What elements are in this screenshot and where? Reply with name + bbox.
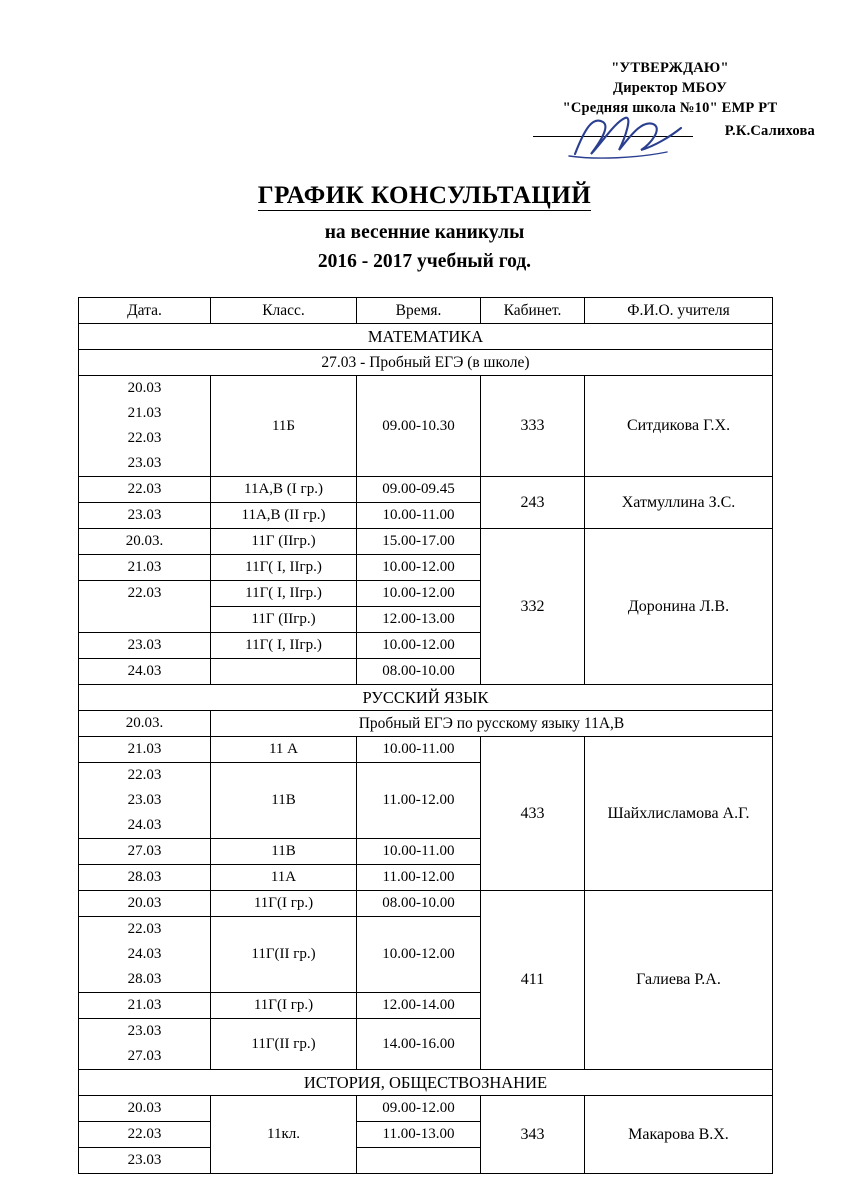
cell-time: 12.00-13.00 xyxy=(357,607,481,633)
approval-line-1: "УТВЕРЖДАЮ" xyxy=(611,60,729,76)
cell-class: 11Б xyxy=(211,376,357,477)
page-title-text: ГРАФИК КОНСУЛЬТАЦИЙ xyxy=(257,182,592,209)
cell-teacher: Макарова В.Х. xyxy=(585,1096,773,1174)
cell-room: 433 xyxy=(481,737,585,891)
approval-signatory: Р.К.Салихова xyxy=(724,123,815,139)
approval-line-2: Директор МБОУ xyxy=(613,80,727,96)
section-title-history: ИСТОРИЯ, ОБЩЕСТВОЗНАНИЕ xyxy=(79,1070,773,1096)
section-row xyxy=(79,324,773,350)
cell-time: 08.00-10.00 xyxy=(357,659,481,685)
cell-room: 343 xyxy=(481,1096,585,1174)
table-header-row xyxy=(79,298,773,324)
table-row xyxy=(79,891,773,917)
cell-date: 22.03 xyxy=(79,917,211,943)
cell-date: 22.03 xyxy=(79,581,211,607)
cell-time: 11.00-12.00 xyxy=(357,865,481,891)
schedule-table-wrapper xyxy=(78,297,772,1174)
cell-time: 14.00-16.00 xyxy=(357,1019,481,1070)
cell-date: 23.03 xyxy=(79,633,211,659)
cell-class: 11Г(II гр.) xyxy=(211,1019,357,1070)
cell-time: 09.00-10.30 xyxy=(357,376,481,477)
cell-date: 22.03 xyxy=(79,1122,211,1148)
cell-date: 21.03 xyxy=(79,993,211,1019)
cell-class: 11Г(II гр.) xyxy=(211,917,357,993)
cell-room: 411 xyxy=(481,891,585,1070)
cell-time: 08.00-10.00 xyxy=(357,891,481,917)
cell-date: 27.03 xyxy=(79,839,211,865)
table-row xyxy=(79,529,773,555)
cell-time: 11.00-12.00 xyxy=(357,763,481,839)
cell-date: 21.03 xyxy=(79,401,211,426)
subsection-russian-ege: Пробный ЕГЭ по русскому языку 11А,В xyxy=(211,711,773,737)
cell-time: 09.00-12.00 xyxy=(357,1096,481,1122)
cell-date: 23.03 xyxy=(79,451,211,477)
cell-class: 11Г( I, IIгр.) xyxy=(211,581,357,607)
cell-date: 23.03 xyxy=(79,1148,211,1174)
cell-date: 20.03 xyxy=(79,891,211,917)
table-row xyxy=(79,376,773,402)
cell-date: 28.03 xyxy=(79,865,211,891)
cell-date: 24.03 xyxy=(79,659,211,685)
approval-block xyxy=(525,58,815,144)
page-title xyxy=(0,182,849,210)
column-header-class: Класс. xyxy=(211,298,357,324)
cell-time: 15.00-17.00 xyxy=(357,529,481,555)
table-row xyxy=(79,711,773,737)
cell-date: 20.03. xyxy=(79,529,211,555)
cell-class: 11А,В (II гр.) xyxy=(211,503,357,529)
subsection-math-ege: 27.03 - Пробный ЕГЭ (в школе) xyxy=(79,350,773,376)
column-header-room: Кабинет. xyxy=(481,298,585,324)
cell-room: 332 xyxy=(481,529,585,685)
signature-rule xyxy=(533,136,693,137)
cell-class: 11кл. xyxy=(211,1096,357,1174)
cell-class xyxy=(211,659,357,685)
table-row xyxy=(79,737,773,763)
section-title-russian: РУССКИЙ ЯЗЫК xyxy=(79,685,773,711)
cell-date: 23.03 xyxy=(79,1019,211,1045)
cell-time: 10.00-11.00 xyxy=(357,503,481,529)
schedule-table xyxy=(78,297,773,1174)
cell-date: 22.03 xyxy=(79,477,211,503)
table-row xyxy=(79,1096,773,1122)
column-header-date: Дата. xyxy=(79,298,211,324)
cell-date: 24.03 xyxy=(79,813,211,839)
table-row xyxy=(79,477,773,503)
cell-teacher: Шайхлисламова А.Г. xyxy=(585,737,773,891)
page-subtitle-1: на весенние каникулы xyxy=(324,222,525,243)
cell-date: 24.03 xyxy=(79,942,211,967)
cell-class: 11 А xyxy=(211,737,357,763)
cell-time: 10.00-11.00 xyxy=(357,839,481,865)
cell-date: 23.03 xyxy=(79,788,211,813)
cell-time: 11.00-13.00 xyxy=(357,1122,481,1148)
cell-time: 10.00-12.00 xyxy=(357,917,481,993)
cell-class: 11Г(I гр.) xyxy=(211,993,357,1019)
cell-date xyxy=(79,607,211,633)
cell-date: 20.03 xyxy=(79,376,211,402)
cell-class: 11В xyxy=(211,763,357,839)
page-subtitle-2: 2016 - 2017 учебный год. xyxy=(317,251,532,272)
cell-teacher: Галиева Р.А. xyxy=(585,891,773,1070)
cell-time xyxy=(357,1148,481,1174)
cell-teacher: Ситдикова Г.Х. xyxy=(585,376,773,477)
cell-time: 10.00-12.00 xyxy=(357,555,481,581)
cell-time: 10.00-11.00 xyxy=(357,737,481,763)
cell-date: 20.03 xyxy=(79,1096,211,1122)
column-header-time: Время. xyxy=(357,298,481,324)
cell-teacher: Доронина Л.В. xyxy=(585,529,773,685)
approval-signature-row xyxy=(525,118,815,144)
cell-date: 22.03 xyxy=(79,426,211,451)
cell-date: 21.03 xyxy=(79,737,211,763)
cell-class: 11Г( I, IIгр.) xyxy=(211,555,357,581)
cell-class: 11Г (IIгр.) xyxy=(211,529,357,555)
cell-class: 11А xyxy=(211,865,357,891)
cell-date: 22.03 xyxy=(79,763,211,789)
cell-class: 11Г (IIгр.) xyxy=(211,607,357,633)
cell-room: 333 xyxy=(481,376,585,477)
cell-time: 12.00-14.00 xyxy=(357,993,481,1019)
cell-time: 10.00-12.00 xyxy=(357,581,481,607)
section-title-math: МАТЕМАТИКА xyxy=(79,324,773,350)
cell-date: 23.03 xyxy=(79,503,211,529)
cell-date: 28.03 xyxy=(79,967,211,993)
cell-class: 11Г( I, IIгр.) xyxy=(211,633,357,659)
cell-room: 243 xyxy=(481,477,585,529)
cell-class: 11А,В (I гр.) xyxy=(211,477,357,503)
cell-date: 27.03 xyxy=(79,1044,211,1070)
subsection-row xyxy=(79,350,773,376)
cell-class: 11В xyxy=(211,839,357,865)
cell-class: 11Г(I гр.) xyxy=(211,891,357,917)
cell-time: 10.00-12.00 xyxy=(357,633,481,659)
cell-date: 21.03 xyxy=(79,555,211,581)
cell-teacher: Хатмуллина З.С. xyxy=(585,477,773,529)
cell-time: 09.00-09.45 xyxy=(357,477,481,503)
section-row xyxy=(79,685,773,711)
section-row xyxy=(79,1070,773,1096)
approval-line-3: "Средняя школа №10" ЕМР РТ xyxy=(562,100,778,116)
cell-date: 20.03. xyxy=(79,711,211,737)
column-header-teacher: Ф.И.О. учителя xyxy=(585,298,773,324)
